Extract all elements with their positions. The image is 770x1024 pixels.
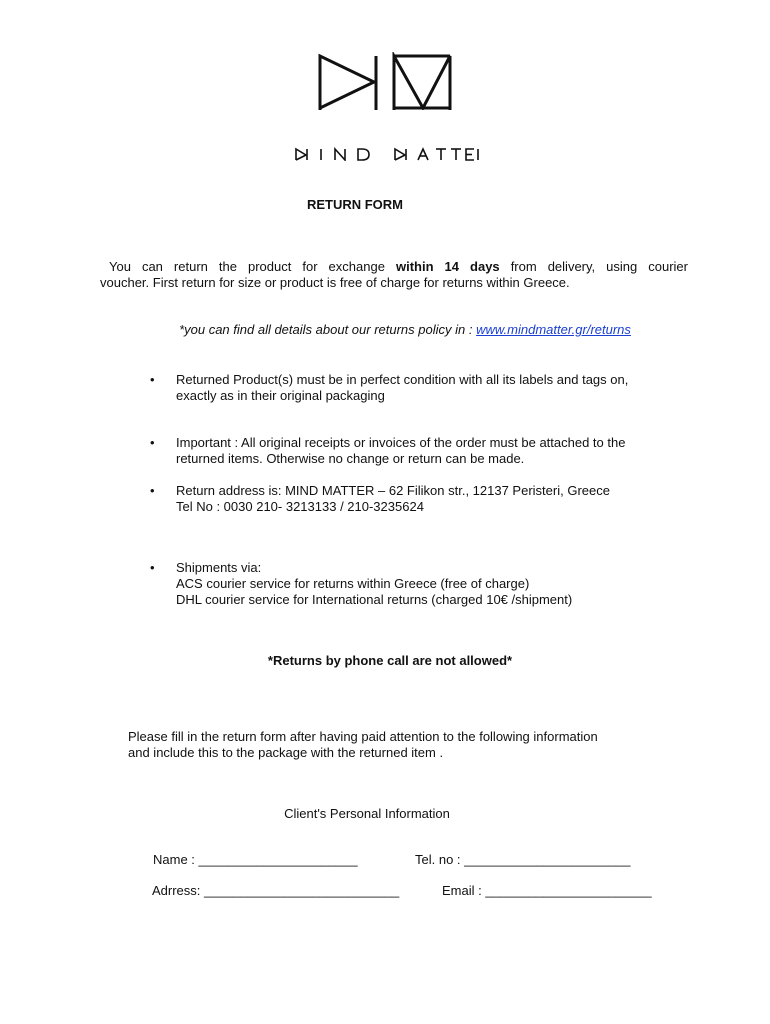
bullet-icon: • xyxy=(150,372,155,387)
intro-text: You can return the product for exchange xyxy=(109,259,385,274)
bullet-line: DHL courier service for International returns (charged 10€ /shipment) xyxy=(176,592,573,607)
email-field[interactable]: Email : _______________________ xyxy=(442,883,652,898)
form-title: RETURN FORM xyxy=(306,197,404,212)
bullet-icon: • xyxy=(150,483,155,498)
bullet-line: Shipments via: xyxy=(176,560,262,575)
bullet-line: ACS courier service for returns within Greece (free of charge) xyxy=(176,576,530,591)
tel-field[interactable]: Tel. no : _______________________ xyxy=(415,852,631,867)
bullet-line: returned items. Otherwise no change or return can be made. xyxy=(176,451,525,466)
intro-paragraph xyxy=(100,259,688,291)
bullet-line: Important : All original receipts or invoices of the order must be attached to the xyxy=(176,435,626,450)
name-field[interactable]: Name : ______________________ xyxy=(153,852,358,867)
mind-matter-wordmark-icon xyxy=(294,147,480,161)
policy-note xyxy=(0,322,770,337)
address-field[interactable]: Adrress: ___________________________ xyxy=(152,883,400,898)
intro-line-2: voucher. First return for size or product is free of charge for returns within Greece. xyxy=(100,275,570,290)
fill-instructions xyxy=(128,729,598,761)
intro-line-1 xyxy=(100,259,688,275)
fill-line: and include this to the package with the returned item . xyxy=(128,745,444,760)
intro-text: from delivery, using courier xyxy=(510,259,688,274)
bullet-icon: • xyxy=(150,560,155,575)
bullet-line: Returned Product(s) must be in perfect condition with all its labels and tags on, xyxy=(176,372,629,387)
bullet-line: exactly as in their original packaging xyxy=(176,388,385,403)
bullet-line: Return address is: MIND MATTER – 62 Filikon str., 12137 Peristeri, Greece xyxy=(176,483,610,498)
policy-text: *you can find all details about our returns policy in : xyxy=(179,322,473,337)
intro-highlight: within 14 days xyxy=(395,259,500,274)
returns-policy-link[interactable]: www.mindmatter.gr/returns xyxy=(476,322,631,337)
bullet-line: Tel No : 0030 210- 3213133 / 210-3235624 xyxy=(176,499,424,514)
mind-matter-logo-icon xyxy=(318,52,452,110)
client-info-heading: Client's Personal Information xyxy=(284,806,450,821)
bullet-icon: • xyxy=(150,435,155,450)
fill-line: Please fill in the return form after having paid attention to the following information xyxy=(128,729,598,744)
phone-returns-note: *Returns by phone call are not allowed* xyxy=(267,653,513,668)
